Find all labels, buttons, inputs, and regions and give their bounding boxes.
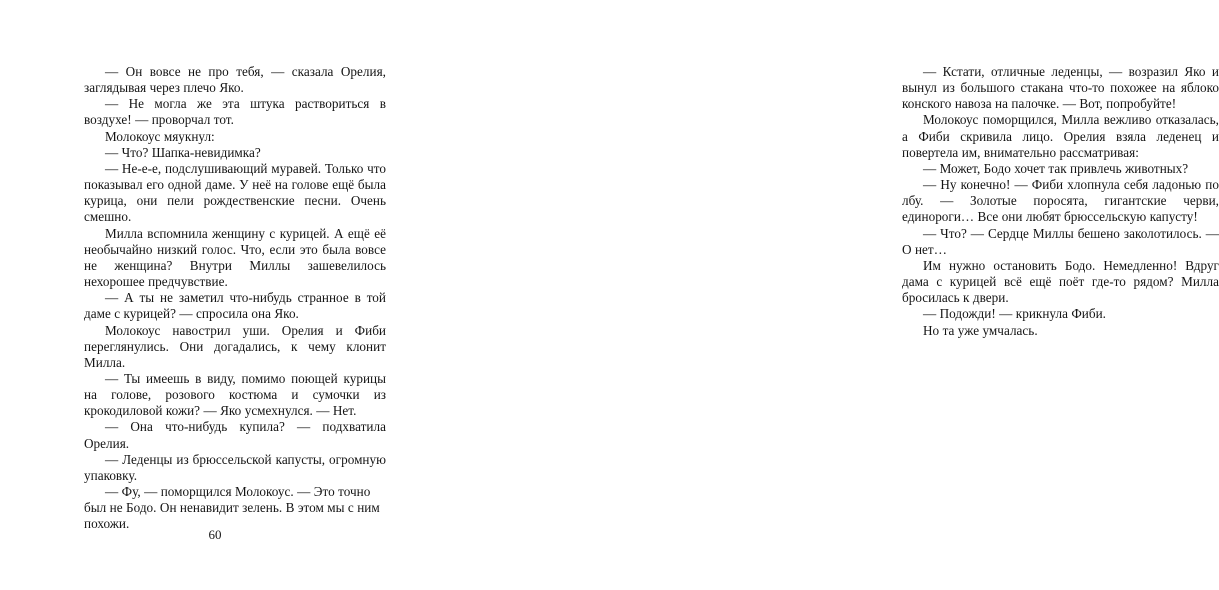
paragraph: Молокоус поморщился, Милла вежливо отказалась, а Фиби скривила лицо. Орелия взяла леденец и повертела им, внимательно рассматривая: (902, 112, 1219, 160)
paragraph: — Он вовсе не про тебя, — сказала Орелия, заглядывая через плечо Яко. (84, 64, 386, 96)
paragraph: — Фу, — поморщился Молокоус. — Это точно был не Бодо. Он ненавидит зелень. В этом мы с ним похожи. (84, 484, 380, 532)
paragraph: — Не-е-е, подслушивающий муравей. Только что показывал его одной даме. У неё на голове ещё была курица, они пели рождественские песни. Очень смешно. (84, 160, 386, 225)
paragraph: — Что? Шапка-невидимка? (105, 144, 261, 160)
paragraph: Молокоус мяукнул: (105, 128, 215, 144)
paragraph: — А ты не заметил что-нибудь странное в той даме с курицей? — спросила она Яко. (84, 290, 386, 322)
left-page (0, 0, 428, 590)
paragraph: — Что? — Сердце Миллы бешено заколотилось. — О нет… (902, 225, 1219, 257)
paragraph: Но та уже умчалась. (923, 322, 1038, 338)
left-page-textblock (84, 64, 386, 533)
page-number (0, 527, 428, 542)
paragraph: Милла вспомнила женщину с курицей. А ещё её необычайно низкий голос. Что, если это была вовсе не женщина? Внутри Миллы зашевелилось нехорошее предчувствие. (84, 225, 386, 290)
paragraph: — Ну конечно! — Фиби хлопнула себя ладонью по лбу. — Золотые поросята, гигантские черви, единороги… Все они любят брюссельскую капусту! (902, 177, 1219, 225)
paragraph: — Ты имеешь в виду, помимо поющей курицы на голове, розового костюма и сумочки из крокодиловой кожи? — Яко усмехнулся. — Нет. (84, 370, 386, 419)
paragraph: Молокоус навострил уши. Орелия и Фиби переглянулись. Они догадались, к чему клонит Милла. (84, 322, 386, 370)
paragraph: — Кстати, отличные леденцы, — возразил Яко и вынул из большого стакана что-то похожее на яблоко конского навоза на палочке. — Вот, попробуйте! (902, 64, 1219, 112)
right-page-textblock (902, 64, 1219, 339)
paragraph: — Подожди! — крикнула Фиби. (923, 306, 1106, 322)
paragraph: — Может, Бодо хочет так привлечь животных? (923, 160, 1189, 176)
paragraph: Им нужно остановить Бодо. Немедленно! Вдруг дама с курицей всё ещё поёт где-то рядом? Милла бросилась к двери. (902, 257, 1219, 306)
paragraph: — Леденцы из брюссельской капусты, огромную упаковку. (84, 451, 386, 483)
paragraph: — Не могла же эта штука раствориться в воздухе! — проворчал тот. (84, 96, 386, 128)
right-page (428, 0, 1219, 590)
page-number-value: 60 (208, 527, 222, 542)
paragraph: — Она что-нибудь купила? — подхватила Орелия. (84, 419, 386, 451)
